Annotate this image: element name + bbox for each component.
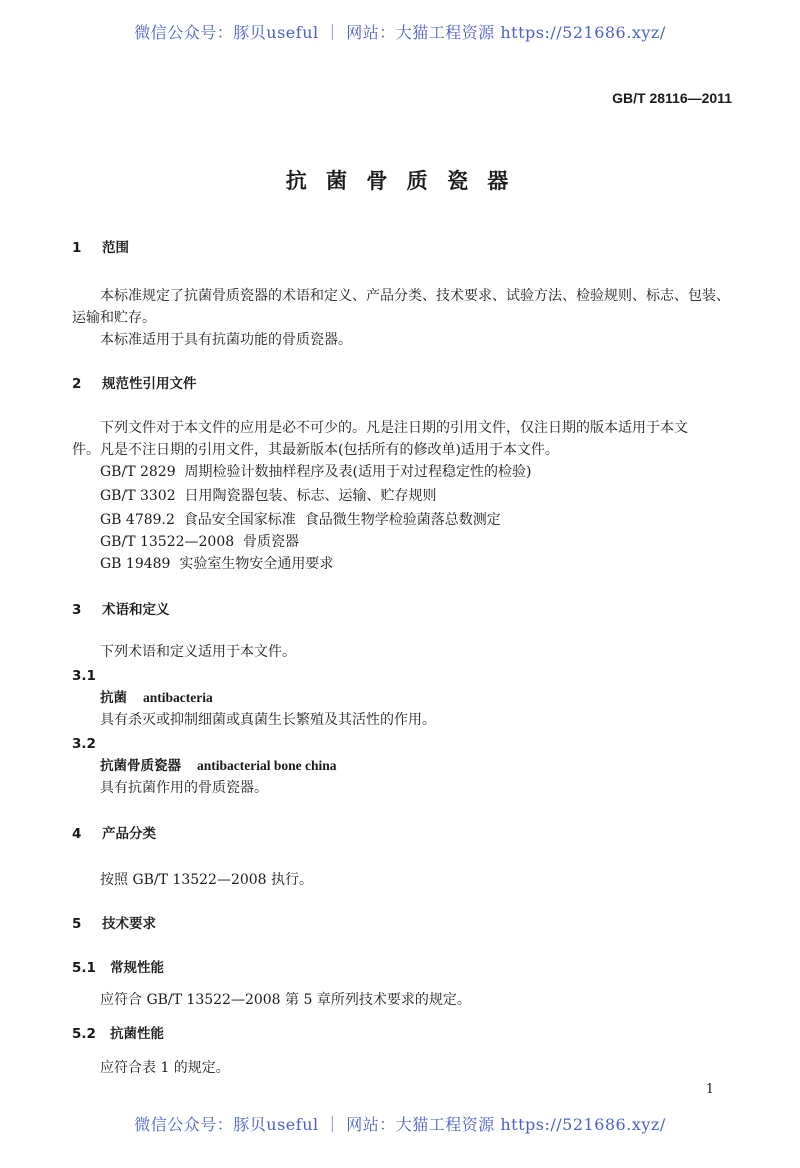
subsection-5-1-heading: [72, 958, 736, 978]
section-1-para-1-line-1: 本标准规定了抗菌骨质瓷器的术语和定义、产品分类、技术要求、试验方法、检验规则、标志、包装、: [100, 288, 730, 304]
section-title: 术语和定义: [102, 602, 170, 618]
section-number: 1: [72, 240, 82, 256]
section-title: 产品分类: [102, 826, 156, 842]
term-english: antibacteria: [143, 690, 213, 705]
term-3-1-definition: 具有杀灭或抑制细菌或真菌生长繁殖及其活性的作用。: [100, 712, 436, 728]
subsection-5-2-heading: [72, 1024, 736, 1044]
section-4-heading: [72, 824, 736, 844]
term-3-2: [72, 756, 764, 776]
section-title: 范围: [102, 240, 129, 256]
term-3-1-number: 3.1: [72, 668, 96, 684]
subsection-title: 抗菌性能: [110, 1026, 164, 1042]
section-1-heading: [72, 238, 736, 258]
term-chinese: 抗菌: [100, 690, 127, 706]
section-1-para-1-line-2: 运输和贮存。: [72, 310, 156, 326]
section-2-para-line-2: 件。凡是不注日期的引用文件，其最新版本(包括所有的修改单)适用于本文件。: [72, 442, 559, 458]
watermark-top: 微信公众号：豚贝useful ｜ 网站：大猫工程资源 https://521686.xyz/: [134, 23, 666, 42]
reference-item: GB 19489 实验室生物安全通用要求: [100, 556, 334, 572]
section-title: 技术要求: [102, 916, 156, 932]
section-1-para-2: 本标准适用于具有抗菌功能的骨质瓷器。: [100, 332, 352, 348]
subsection-5-1-para: 应符合 GB/T 13522—2008 第 5 章所列技术要求的规定。: [100, 992, 471, 1008]
section-number: 3: [72, 602, 82, 618]
section-number: 4: [72, 826, 82, 842]
term-english: antibacterial bone china: [197, 758, 337, 773]
section-3-heading: [72, 600, 736, 620]
section-5-heading: [72, 914, 736, 934]
term-3-1: [72, 688, 764, 708]
reference-item: GB/T 13522—2008 骨质瓷器: [100, 534, 300, 550]
subsection-number: 5.1: [72, 960, 96, 976]
section-number: 5: [72, 916, 82, 932]
term-3-2-number: 3.2: [72, 736, 96, 752]
reference-item: GB 4789.2 食品安全国家标准 食品微生物学检验菌落总数测定: [100, 512, 501, 528]
section-2-para-line-1: 下列文件对于本文件的应用是必不可少的。凡是注日期的引用文件，仅注日期的版本适用于本文: [100, 420, 688, 436]
term-3-2-definition: 具有抗菌作用的骨质瓷器。: [100, 780, 268, 796]
watermark-bottom: 微信公众号：豚贝useful ｜ 网站：大猫工程资源 https://521686.xyz/: [134, 1115, 666, 1134]
subsection-5-2-para: 应符合表 1 的规定。: [100, 1060, 230, 1076]
standard-code: GB/T 28116—2011: [612, 90, 732, 106]
section-number: 2: [72, 376, 82, 392]
section-4-para: 按照 GB/T 13522—2008 执行。: [100, 872, 314, 888]
term-chinese: 抗菌骨质瓷器: [100, 758, 181, 774]
section-3-para: 下列术语和定义适用于本文件。: [100, 644, 296, 660]
reference-item: GB/T 2829 周期检验计数抽样程序及表(适用于对过程稳定性的检验): [100, 464, 532, 480]
subsection-number: 5.2: [72, 1026, 96, 1042]
section-2-heading: [72, 374, 736, 394]
reference-item: GB/T 3302 日用陶瓷器包装、标志、运输、贮存规则: [100, 488, 437, 504]
section-title: 规范性引用文件: [102, 376, 197, 392]
subsection-title: 常规性能: [110, 960, 164, 976]
document-title: 抗 菌 骨 质 瓷 器: [285, 169, 515, 193]
page-number: 1: [705, 1082, 714, 1097]
